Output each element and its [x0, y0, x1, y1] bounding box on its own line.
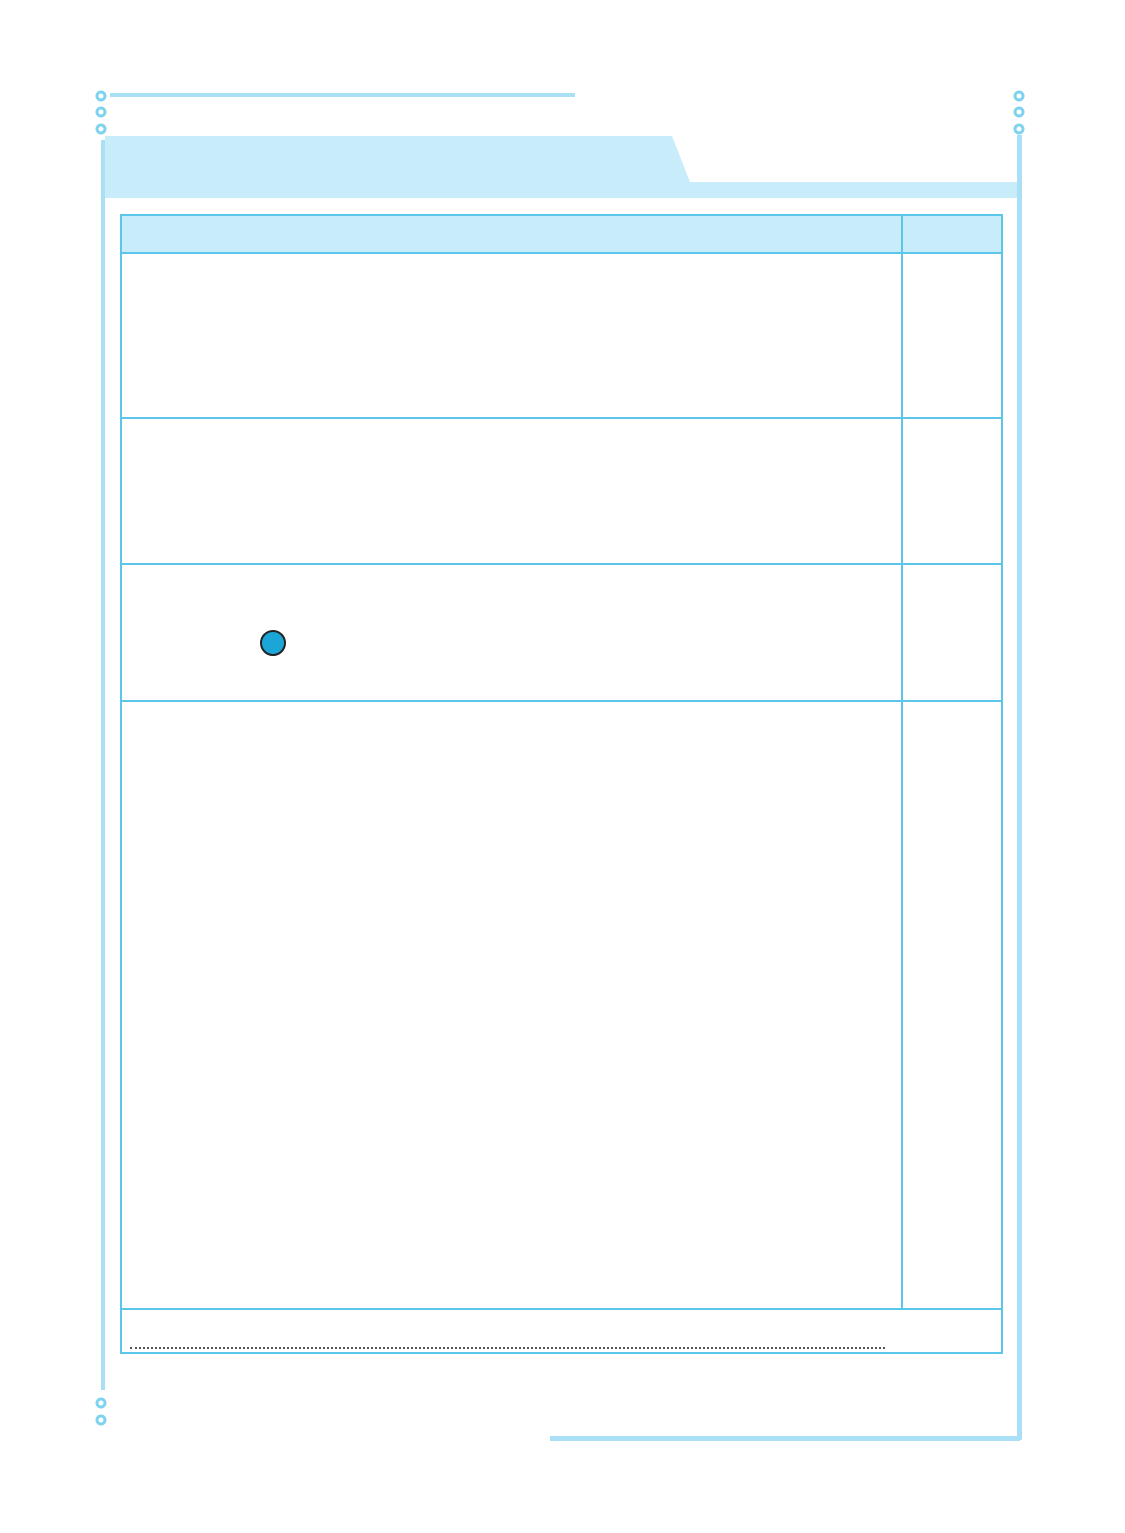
answers-row[interactable] [130, 1324, 885, 1354]
stream-link[interactable] [178, 508, 192, 524]
table-header [122, 216, 1001, 254]
extra-practice-icon [260, 630, 286, 656]
marks-column-divider [901, 216, 903, 1310]
contents-table [120, 214, 1003, 1354]
section-divider [122, 417, 1001, 419]
section-divider [122, 563, 1001, 565]
section-divider [122, 1308, 1001, 1310]
extra-practice-tag [260, 630, 290, 656]
section-divider [122, 700, 1001, 702]
